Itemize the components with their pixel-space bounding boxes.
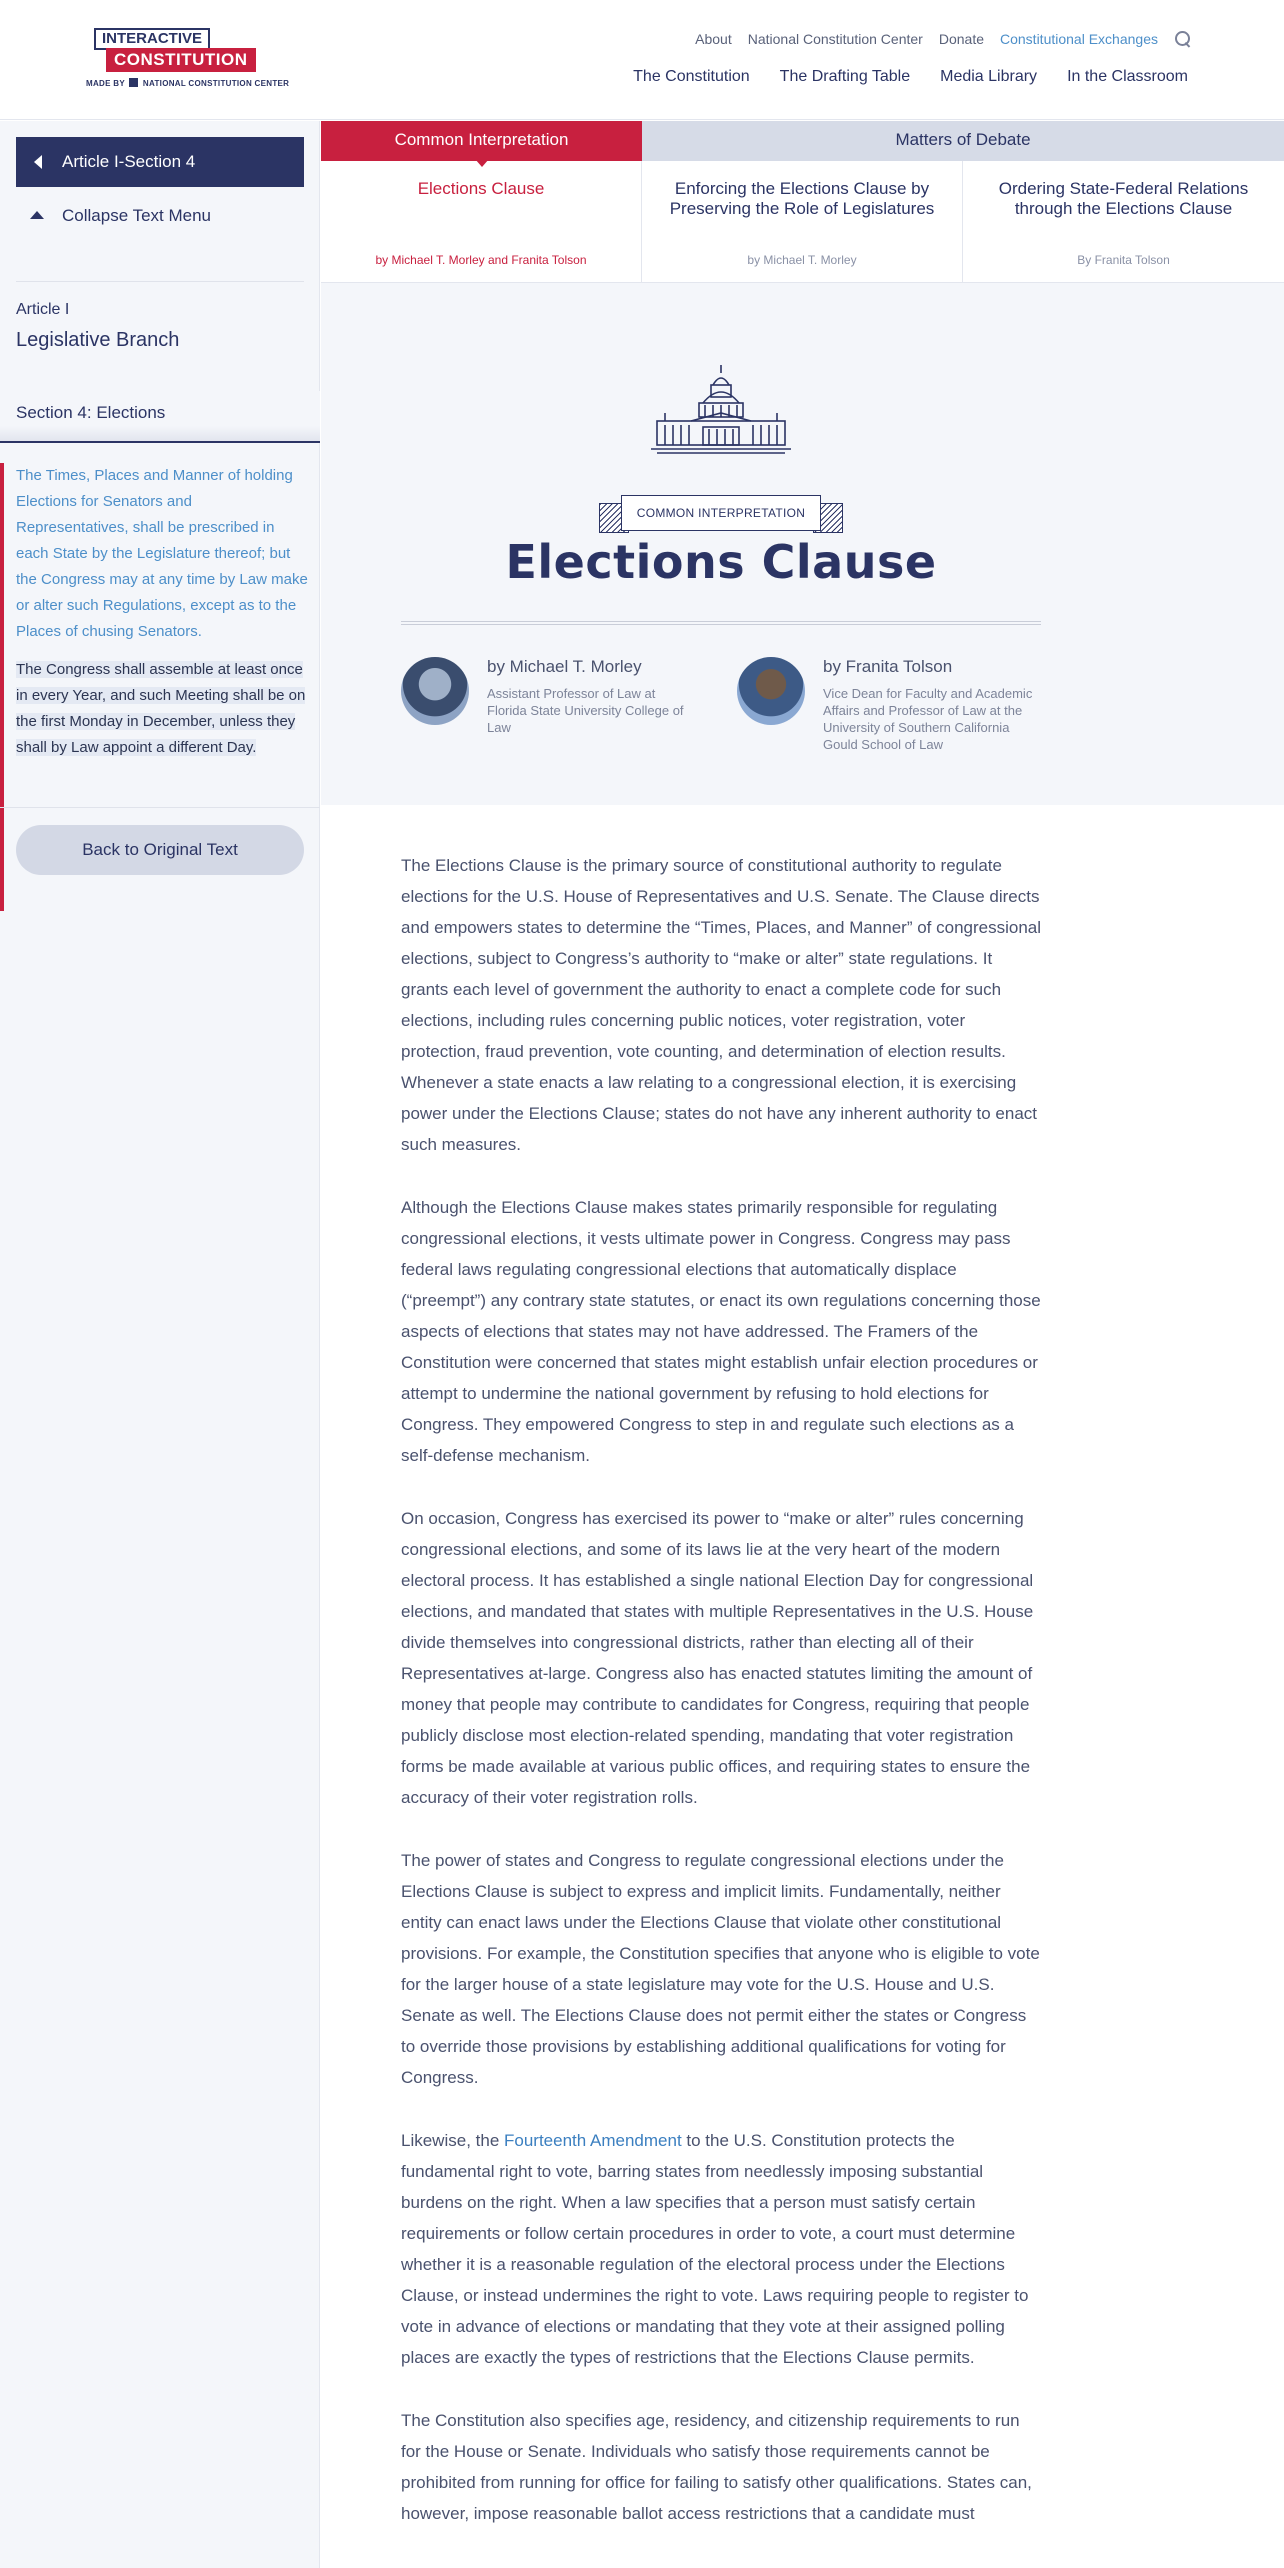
capitol-building-icon xyxy=(651,363,791,455)
util-link-exchanges[interactable]: Constitutional Exchanges xyxy=(1000,31,1158,47)
collapse-label: Collapse Text Menu xyxy=(62,206,211,225)
essay-card-elections-clause[interactable] xyxy=(321,161,642,283)
essay-body xyxy=(401,850,1043,2561)
divider xyxy=(0,807,320,808)
interactive-constitution-logo[interactable] xyxy=(86,26,290,92)
nav-media-library[interactable]: Media Library xyxy=(940,68,1038,85)
essay-paragraph: Although the Elections Clause makes states primarily responsible for regulating congressional elections, it vests ultimate power in Congress. Congress may pass federal laws regulating congressional elections that automatically displace (“preempt”) any contrary state statutes, or enact its own regulations concerning those aspects of elections that states may not have addressed. The Framers of the Constitution were concerned that states might establish unfair election procedures or attempt to undermine the national government by refusing to hold elections for Congress. They empowered Congress to step in and regulate such elections as a self-defense mechanism. xyxy=(401,1198,1041,1465)
utility-nav xyxy=(695,30,1192,48)
essay-paragraph: The Elections Clause is the primary source of constitutional authority to regulate elections for the U.S. House of Representatives and U.S. Senate. The Clause directs and empowers states to determine the “Times, Places, and Manner” of congressional elections, subject to Congress’s authority to “make or alter” state regulations. It grants each level of government the authority to enact a complete code for such elections, including rules concerning public notices, voter registration, voter protection, fraud prevention, vote counting, and determination of election results. Whenever a state enacts a law relating to a congressional election, it is exercising power under the Elections Clause; states do not have any inherent authority to enact such measures. xyxy=(401,856,1042,1154)
article-section-label: Article I-Section 4 xyxy=(62,152,196,171)
clause-1[interactable]: The Times, Places and Manner of holding Elections for Senators and Representatives, shall be prescribed in each State by the Legislature thereof; but the Congress may at any time by Law make or alter such Regulations, except as to the Places of chusing Senators. xyxy=(16,467,308,640)
tab-matters-of-debate[interactable]: Matters of Debate xyxy=(642,121,1284,161)
article-label: Article I xyxy=(16,301,70,318)
essay-title: Ordering State-Federal Relations through the Elections Clause xyxy=(998,179,1249,218)
branch-label: Legislative Branch xyxy=(16,329,180,351)
tab-common-interpretation[interactable] xyxy=(321,121,642,161)
author-name[interactable]: by Michael T. Morley xyxy=(487,657,642,676)
util-link-about[interactable]: About xyxy=(695,31,732,47)
essay-paragraph: The power of states and Congress to regulate congressional elections under the Elections Clause is subject to express and implicit limits. Fundamentally, neither entity can enact laws under the Elections Clause that violate other constitutional provisions. For example, the Constitution specifies that anyone who is eligible to vote for the larger house of a state legislature may vote for the U.S. House and U.S. Senate as well. The Elections Clause does not permit either the states or Congress to override those provisions by establishing additional qualifications for voting for Congress. xyxy=(401,1851,1040,2087)
caret-left-icon xyxy=(34,155,42,169)
nav-in-the-classroom[interactable]: In the Classroom xyxy=(1067,68,1188,85)
logo-text-interactive: INTERACTIVE xyxy=(94,28,210,50)
logo-made-by: MADE BY NATIONAL CONSTITUTION CENTER xyxy=(86,79,290,88)
essay-hero xyxy=(321,283,1284,805)
essay-card-ordering[interactable] xyxy=(963,161,1284,283)
essay-author: By Franita Tolson xyxy=(1077,253,1170,267)
interpretation-tabs xyxy=(321,121,1284,161)
divider xyxy=(16,281,304,282)
site-header xyxy=(0,0,1284,120)
page-title: Elections Clause xyxy=(505,535,937,589)
tab-common-label: Common Interpretation xyxy=(394,130,569,149)
common-interpretation-ribbon xyxy=(599,495,843,533)
avatar xyxy=(401,657,469,725)
author-description: Vice Dean for Faculty and Academic Affairs and Professor of Law at the University of Southern California Gould School of Law xyxy=(823,686,1033,752)
collapse-text-menu[interactable] xyxy=(16,201,211,231)
clause-2[interactable]: The Congress shall assemble at least once in every Year, and such Meeting shall be on the first Monday in December, unless they shall by Law appoint a different Day. xyxy=(16,661,306,756)
essay-author: by Michael T. Morley xyxy=(747,253,857,267)
essay-title: Elections Clause xyxy=(417,179,545,198)
main-nav xyxy=(633,68,1188,86)
article-section-button[interactable] xyxy=(16,137,304,187)
back-to-original-text-button[interactable]: Back to Original Text xyxy=(16,825,304,875)
author-description: Assistant Professor of Law at Florida State University College of Law xyxy=(487,686,684,735)
paragraph-text: Likewise, the xyxy=(401,2131,504,2150)
essay-paragraph: On occasion, Congress has exercised its power to “make or alter” rules concerning congressional elections, and some of its laws lie at the very heart of the modern electoral process. It has established a single national Election Day for congressional elections, and mandated that states with multiple Representatives in the U.S. House divide themselves into congressional districts, rather than electing all of their Representatives at-large. Congress also has enacted statutes limiting the amount of money that people may contribute to candidates for Congress, requiring that people publicly disclose most election-related spending, mandating that voter registration forms be made available at various public offices, and requiring states to ensure the accuracy of their voter registration rolls. xyxy=(401,1509,1034,1807)
nav-drafting-table[interactable]: The Drafting Table xyxy=(779,68,911,85)
nav-the-constitution[interactable]: The Constitution xyxy=(633,68,750,85)
essay-cards xyxy=(321,161,1284,283)
fourteenth-amendment-link[interactable]: Fourteenth Amendment xyxy=(504,2131,682,2150)
essay-title: Enforcing the Elections Clause by Preserving the Role of Legislatures xyxy=(669,179,935,218)
avatar xyxy=(737,657,805,725)
essay-card-enforcing[interactable] xyxy=(642,161,963,283)
sidebar xyxy=(0,121,320,2568)
logo-text-constitution: CONSTITUTION xyxy=(106,48,256,72)
search-icon[interactable] xyxy=(1174,30,1192,48)
essay-paragraph xyxy=(401,2125,1043,2373)
util-link-donate[interactable]: Donate xyxy=(938,31,984,47)
essay-paragraph: The Constitution also specifies age, residency, and citizenship requirements to run for the House or Senate. Individuals who satisfy those requirements cannot be prohibited from running for office for failing to satisfy other qualifications. States can, however, impose reasonable ballot access restrictions that a candidate must xyxy=(401,2411,1032,2523)
util-link-ncc[interactable]: National Constitution Center xyxy=(747,31,923,47)
essay-author: by Michael T. Morley and Franita Tolson xyxy=(375,253,587,267)
author-name[interactable]: by Franita Tolson xyxy=(823,657,953,676)
paragraph-text: to the U.S. Constitution protects the fundamental right to vote, barring states from needlessly imposing substantial burdens on the right. When a law specifies that a person must satisfy certain requirements or follow certain procedures in order to vote, a court must determine whether it is a reasonable regulation of the electoral process under the Elections Clause, or instead undermines the right to vote. Laws requiring people to register to vote in advance of elections or mandating that they vote at their assigned polling places are exactly the types of restrictions that the Elections Clause permits. xyxy=(401,2131,1029,2367)
section-header xyxy=(0,391,320,443)
section-label: Section 4: Elections xyxy=(16,403,166,422)
double-divider xyxy=(401,621,1041,625)
ribbon-label: COMMON INTERPRETATION xyxy=(621,495,821,531)
caret-up-icon xyxy=(30,211,44,219)
